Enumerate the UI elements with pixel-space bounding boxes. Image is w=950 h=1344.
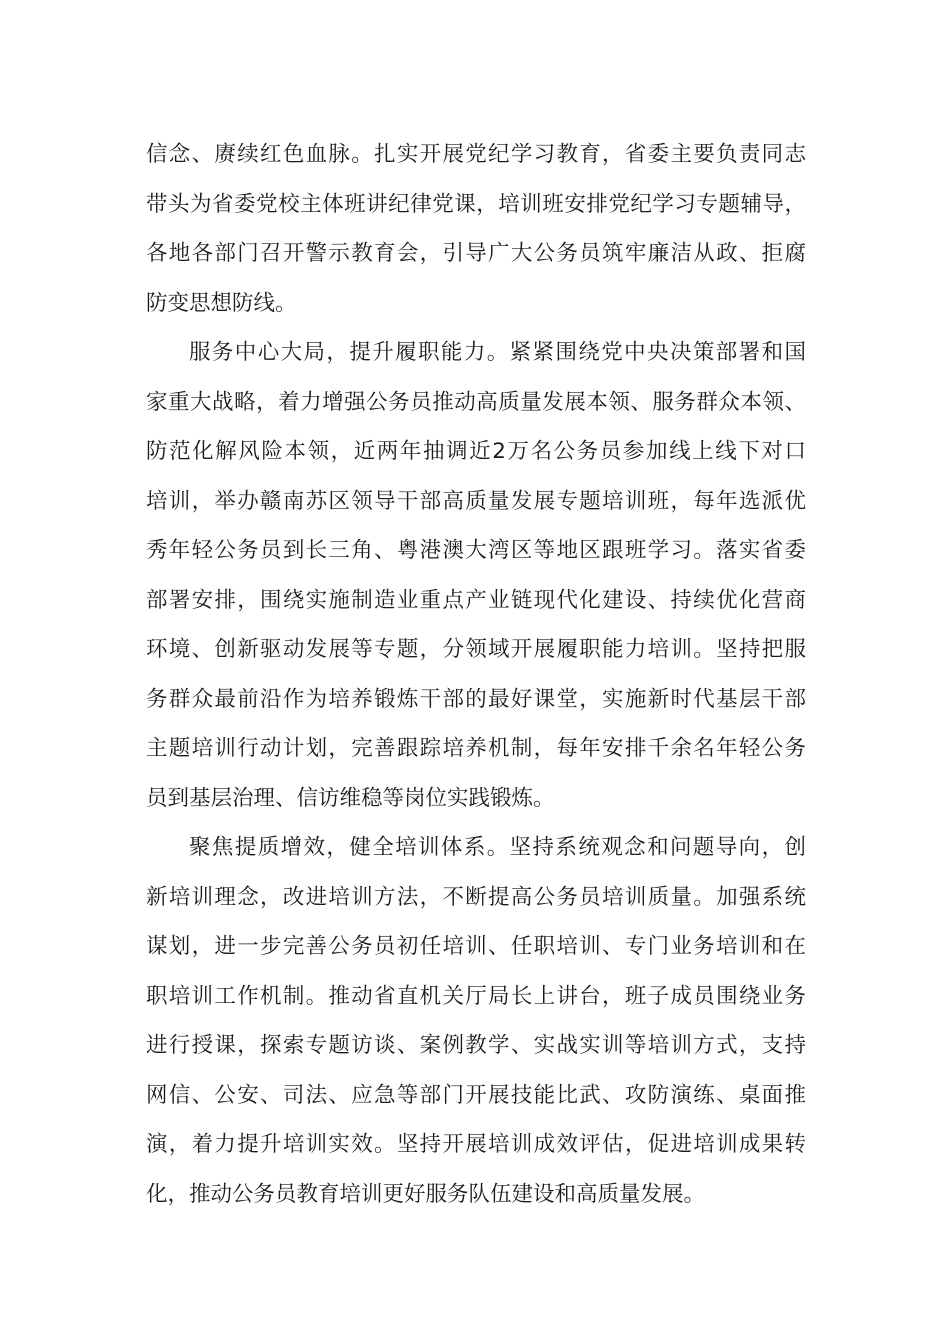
text-line: 网信、公安、司法、应急等部门开展技能比武、攻防演练、桌面推	[146, 1082, 806, 1108]
text-line: 职培训工作机制。推动省直机关厅局长上讲台，班子成员围绕业务	[146, 983, 806, 1009]
text-line: 务群众最前沿作为培养锻炼干部的最好课堂，实施新时代基层干部	[146, 686, 806, 712]
text-line: 信念、赓续红色血脉。扎实开展党纪学习教育，省委主要负责同志	[146, 142, 806, 167]
text-line: 环境、创新驱动发展等专题，分领域开展履职能力培训。坚持把服	[146, 637, 806, 662]
text-line: 新培训理念，改进培训方法，不断提高公务员培训质量。加强系统	[146, 884, 806, 910]
text-line: 防范化解风险本领，近两年抽调近2万名公务员参加线上线下对口	[146, 439, 806, 464]
paragraph-2	[146, 328, 806, 823]
paragraph-1	[146, 130, 806, 328]
text-line: 各地各部门召开警示教育会，引导广大公务员筑牢廉洁从政、拒腐	[146, 241, 806, 266]
text-line: 防变思想防线。	[146, 290, 297, 316]
text-line: 家重大战略，着力增强公务员推动高质量发展本领、服务群众本领、	[146, 389, 806, 415]
text-line: 服务中心大局，提升履职能力。紧紧围绕党中央决策部署和国	[189, 340, 806, 365]
text-line: 进行授课，探索专题访谈、案例教学、实战实训等培训方式，支持	[146, 1033, 806, 1058]
document-body	[146, 130, 806, 1219]
text-line: 化，推动公务员教育培训更好服务队伍建设和高质量发展。	[146, 1181, 706, 1207]
text-line: 带头为省委党校主体班讲纪律党课，培训班安排党纪学习专题辅导，	[146, 191, 806, 217]
text-line: 秀年轻公务员到长三角、粤港澳大湾区等地区跟班学习。落实省委	[146, 538, 806, 563]
text-line: 主题培训行动计划，完善跟踪培养机制，每年安排千余名年轻公务	[146, 736, 806, 761]
paragraph-3	[146, 823, 806, 1219]
text-line: 部署安排，围绕实施制造业重点产业链现代化建设、持续优化营商	[146, 587, 806, 613]
text-line: 演，着力提升培训实效。坚持开展培训成效评估，促进培训成果转	[146, 1132, 806, 1157]
text-line: 员到基层治理、信访维稳等岗位实践锻炼。	[146, 785, 555, 811]
text-line: 谋划，进一步完善公务员初任培训、任职培训、专门业务培训和在	[146, 934, 806, 959]
text-line: 培训，举办赣南苏区领导干部高质量发展专题培训班，每年选派优	[146, 488, 806, 514]
text-line: 聚焦提质增效，健全培训体系。坚持系统观念和问题导向，创	[189, 835, 806, 860]
